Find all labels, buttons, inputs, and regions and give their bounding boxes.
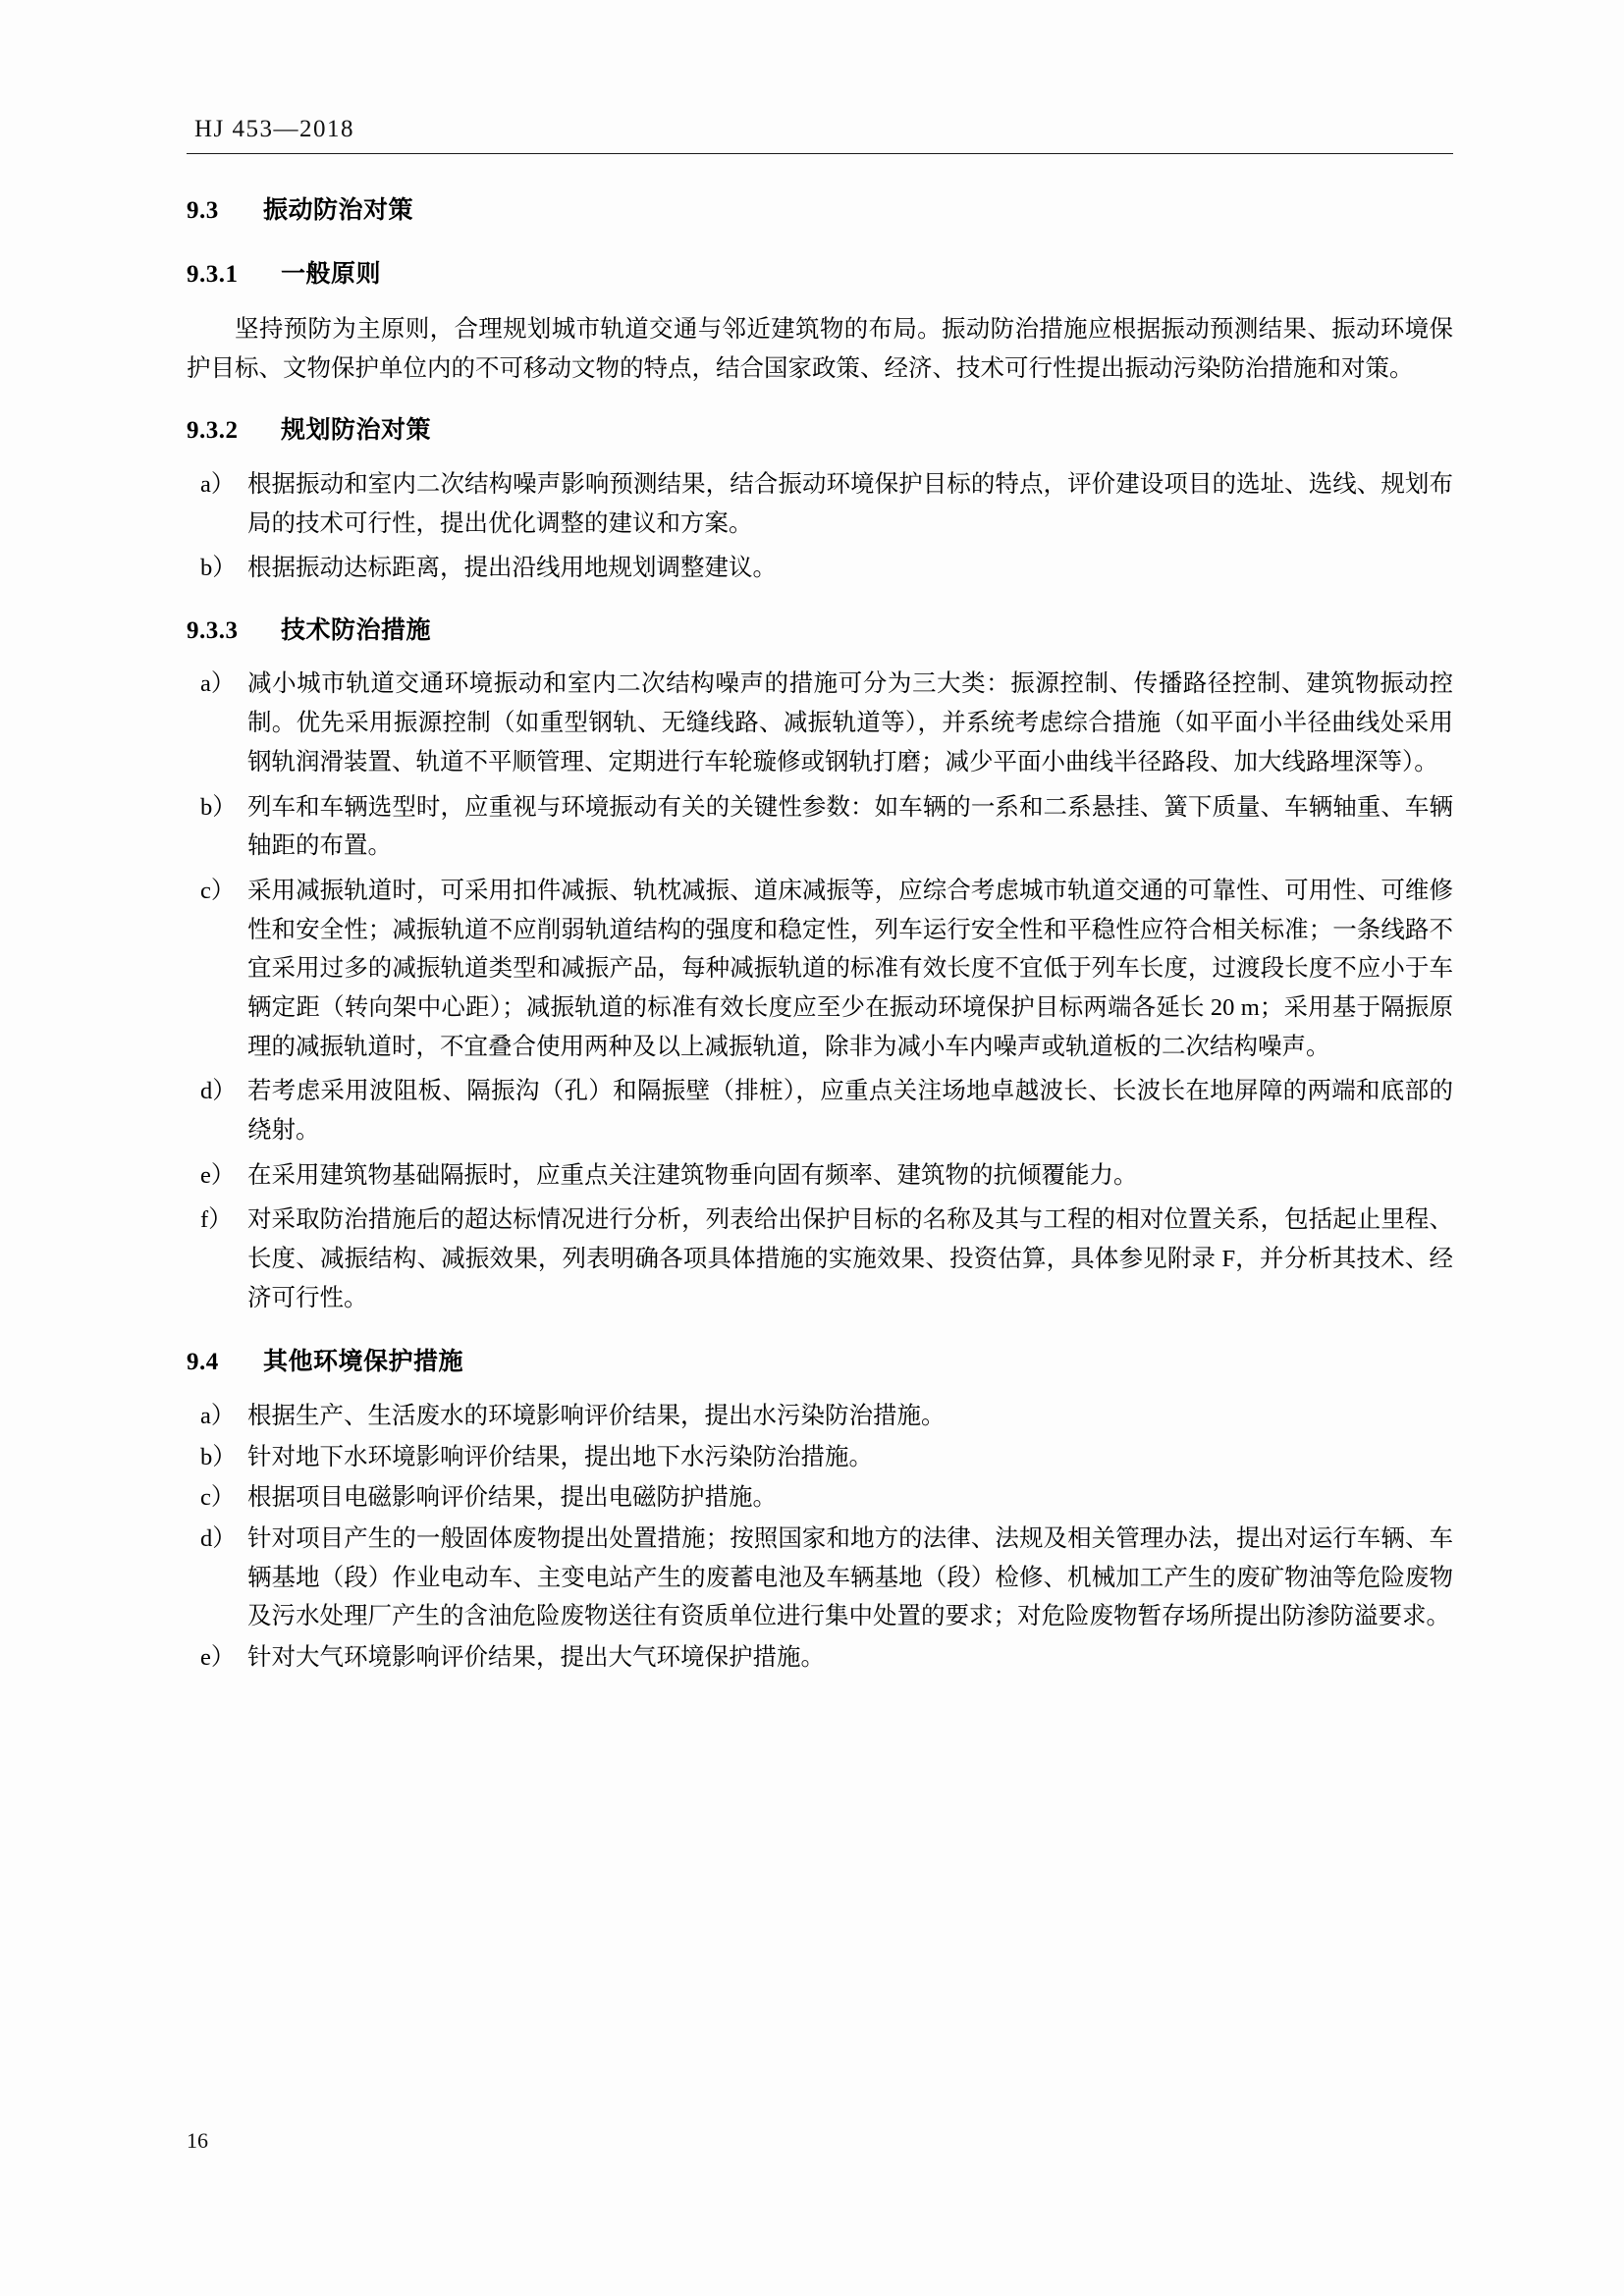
- list-item: [187, 1638, 1453, 1678]
- list-item-text: 根据生产、生活废水的环境影响评价结果，提出水污染防治措施。: [247, 1402, 946, 1429]
- list-item-text: 针对大气环境影响评价结果，提出大气环境保护措施。: [247, 1644, 825, 1672]
- section-9-3-3-heading: [187, 612, 1453, 652]
- list-item-marker: c）: [200, 1484, 236, 1512]
- section-9-3-1-heading: [187, 255, 1453, 295]
- list-item-marker: a）: [200, 470, 236, 498]
- section-9-3-2-list: [187, 465, 1453, 588]
- paragraph: 坚持预防为主原则，合理规划城市轨道交通与邻近建筑物的布局。振动防治措施应根据振动预测结果、振动环境保护目标、文物保护单位内的不可移动文物的特点，结合国家政策、经济、技术可行性提出振动污染防治措施和对策。: [187, 316, 1453, 382]
- list-item-marker: d）: [200, 1078, 237, 1105]
- section-9-4-list: [187, 1397, 1453, 1678]
- list-item-text: 在采用建筑物基础隔振时，应重点关注建筑物垂向固有频率、建筑物的抗倾覆能力。: [247, 1161, 1138, 1189]
- section-9-3-2-number: 9.3.2: [187, 417, 239, 445]
- section-9-3-2-heading: [187, 411, 1453, 452]
- document-body: [187, 191, 1453, 1678]
- section-9-4-number: 9.4: [187, 1349, 219, 1376]
- section-9-3-2-title: 规划防治对策: [281, 417, 432, 445]
- section-9-3-number: 9.3: [187, 197, 219, 224]
- list-item: [187, 1520, 1453, 1636]
- section-9-3-3: [187, 612, 1453, 1318]
- section-9-4: [187, 1343, 1453, 1677]
- list-item-text: 根据项目电磁影响评价结果，提出电磁防护措施。: [247, 1484, 777, 1512]
- list-item-text: 根据振动达标距离，提出沿线用地规划调整建议。: [247, 555, 777, 582]
- list-item-text: 针对地下水环境影响评价结果，提出地下水污染防治措施。: [247, 1443, 873, 1470]
- section-9-3-3-number: 9.3.3: [187, 616, 239, 644]
- list-item-text: 根据振动和室内二次结构噪声影响预测结果，结合振动环境保护目标的特点，评价建设项目的选址、选线、规划布局的技术可行性，提出优化调整的建议和方案。: [247, 470, 1453, 537]
- list-item-marker: e）: [200, 1161, 236, 1189]
- list-item-text: 针对项目产生的一般固体废物提出处置措施；按照国家和地方的法律、法规及相关管理办法，提出对运行车辆、车辆基地（段）作业电动车、主变电站产生的废蓄电池及车辆基地（段）检修、机械加工产生的废矿物油等危险废物及污水处理厂产生的含油危险废物送往有资质单位进行集中处置的要求；对危险废物暂存场所提出防渗防溢要求。: [247, 1525, 1453, 1630]
- list-item: [187, 872, 1453, 1066]
- section-9-3-1-title: 一般原则: [281, 260, 382, 288]
- list-item-text: 若考虑采用波阻板、隔振沟（孔）和隔振壁（排桩），应重点关注场地卓越波长、长波长在地屏障的两端和底部的绕射。: [247, 1078, 1453, 1144]
- section-9-4-title: 其他环境保护措施: [263, 1349, 464, 1376]
- list-item: [187, 1072, 1453, 1149]
- list-item-marker: e）: [200, 1644, 236, 1672]
- section-9-3-3-title: 技术防治措施: [281, 616, 432, 644]
- list-item-marker: a）: [200, 1402, 236, 1429]
- page-header: HJ 453—2018: [194, 116, 355, 142]
- list-item: [187, 1201, 1453, 1317]
- page-number: 16: [187, 2128, 208, 2153]
- list-item: [187, 1438, 1453, 1477]
- section-9-3-heading: [187, 191, 1453, 232]
- list-item: [187, 465, 1453, 543]
- list-item-marker: c）: [200, 877, 236, 904]
- list-item: [187, 665, 1453, 781]
- list-item-marker: b）: [200, 793, 237, 821]
- section-9-3: [187, 191, 1453, 232]
- section-9-3-1-number: 9.3.1: [187, 260, 239, 288]
- list-item-marker: b）: [200, 1443, 237, 1470]
- list-item-marker: d）: [200, 1525, 237, 1552]
- header-rule: [187, 153, 1453, 154]
- list-item: [187, 1397, 1453, 1436]
- list-item-text: 采用减振轨道时，可采用扣件减振、轨枕减振、道床减振等，应综合考虑城市轨道交通的可靠性、可用性、可维修性和安全性；减振轨道不应削弱轨道结构的强度和稳定性，列车运行安全性和平稳性应符合相关标准；一条线路不宜采用过多的减振轨道类型和减振产品，每种减振轨道的标准有效长度不宜低于列车长度，过渡段长度不应小于车辆定距（转向架中心距）；减振轨道的标准有效长度应至少在振动环境保护目标两端各延长 20 m；采用基于隔振原理的减振轨道时，不宜叠合使用两种及以上减振轨道，除非为减小车内噪声或轨道板的二次结构噪声。: [247, 877, 1453, 1060]
- section-9-4-heading: [187, 1343, 1453, 1383]
- list-item-marker: a）: [200, 670, 236, 698]
- page-content: [187, 116, 1453, 1678]
- list-item-text: 对采取防治措施后的超达标情况进行分析，列表给出保护目标的名称及其与工程的相对位置关系，包括起止里程、长度、减振结构、减振效果，列表明确各项具体措施的实施效果、投资估算，具体参见附录 F，并分析其技术、经济可行性。: [247, 1206, 1453, 1311]
- list-item: [187, 1156, 1453, 1196]
- list-item: [187, 1478, 1453, 1518]
- list-item-marker: f）: [200, 1206, 233, 1234]
- section-9-3-2: [187, 411, 1453, 588]
- list-item: [187, 549, 1453, 588]
- section-9-3-title: 振动防治对策: [263, 197, 414, 224]
- list-item-marker: b）: [200, 555, 237, 582]
- list-item-text: 减小城市轨道交通环境振动和室内二次结构噪声的措施可分为三大类：振源控制、传播路径控制、建筑物振动控制。优先采用振源控制（如重型钢轨、无缝线路、减振轨道等），并系统考虑综合措施（如平面小半径曲线处采用钢轨润滑装置、轨道不平顺管理、定期进行车轮璇修或钢轨打磨；减少平面小曲线半径路段、加大线路埋深等）。: [247, 670, 1453, 775]
- section-9-3-3-list: [187, 665, 1453, 1317]
- list-item-text: 列车和车辆选型时，应重视与环境振动有关的关键性参数：如车辆的一系和二系悬挂、簧下质量、车辆轴重、车辆轴距的布置。: [247, 793, 1453, 860]
- list-item: [187, 788, 1453, 866]
- section-9-3-1: [187, 255, 1453, 389]
